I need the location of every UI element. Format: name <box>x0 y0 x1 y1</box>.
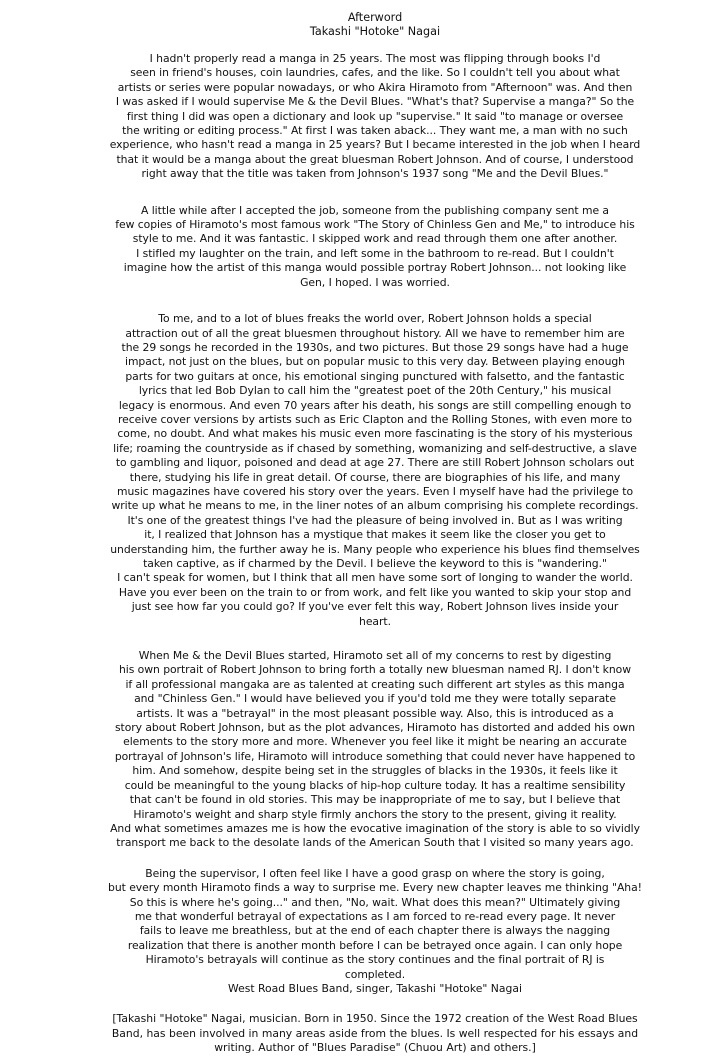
text-line: me that wonderful betrayal of expectations as I am forced to re-read every page. It never <box>134 909 616 923</box>
text-line: if all professional mangaka are as talented at creating such different art styles as this manga <box>125 677 625 691</box>
text-line: I was asked if I would supervise Me & the Devil Blues. "What's that? Supervise a manga?" So the <box>115 95 635 109</box>
text-line: When Me & the Devil Blues started, Hiramoto set all of my concerns to rest by digesting <box>138 649 612 663</box>
text-line: portrayal of Johnson's life, Hiramoto will introduce something that could never have happened to <box>114 749 636 763</box>
text-line: could be meaningful to the young blacks of hip-hop culture today. It has a realtime sensibility <box>124 778 626 792</box>
text-line: parts for two guitars at once, his emotional singing punctured with falsetto, and the fantastic <box>125 369 625 383</box>
text-line: few copies of Hiramoto's most famous work "The Story of Chinless Gen and Me," to introduce his <box>115 218 635 232</box>
text-line: impact, not just on the blues, but on popular music to this very day. Between playing enough <box>125 355 625 369</box>
paragraph-3 <box>86 312 664 629</box>
text-line: understanding him, the further away he is. Many people who experience his blues find themselves <box>110 542 640 556</box>
author-name: Takashi "Hotoke" Nagai <box>309 25 441 38</box>
text-line: artists. It was a "betrayal" in the most pleasant possible way. Also, this is introduced as a <box>136 706 614 720</box>
text-line: completed. <box>344 967 406 981</box>
text-line: come, no doubt. And what makes his music even more fascinating is the story of his mysterious <box>117 427 633 441</box>
text-line: story about Robert Johnson, but as the plot advances, Hiramoto has distorted and added his own <box>114 721 636 735</box>
text-line: Have you ever been on the train to or from work, and felt like you wanted to skip your stop and <box>118 585 632 599</box>
text-line: realization that there is another month before I can be betrayed once again. I can only hope <box>127 938 623 952</box>
text-line: style to me. And it was fantastic. I skipped work and read through them one after another. <box>132 232 618 246</box>
text-line: it, I realized that Johnson has a mystique that makes it seem like the closer you get to <box>144 528 606 542</box>
bio-line: Band, has been involved in many areas aside from the blues. Is well respected for his essays and <box>111 1026 639 1040</box>
text-line: first thing I did was open a dictionary and look up "supervise." It said "to manage or oversee <box>126 109 624 123</box>
text-line: to gambling and liquor, poisoned and dead at age 27. There are still Robert Johnson scholars out <box>115 456 635 470</box>
text-line: but every month Hiramoto finds a way to surprise me. Every new chapter leaves me thinking "Aha! <box>108 881 642 895</box>
text-line: life; roaming the countryside as if chased by something, womanizing and self-destructive, a slave <box>113 441 637 455</box>
page-title: Afterword <box>347 11 403 24</box>
text-line: attraction out of all the great bluesmen throughout history. All we have to remember him are <box>125 326 625 340</box>
text-line: seen in friend's houses, coin laundries, cafes, and the like. So I couldn't tell you about what <box>130 66 620 80</box>
author-bio <box>86 1012 664 1055</box>
text-line: that can't be found in old stories. This may be inappropriate of me to say, but I believe that <box>129 793 621 807</box>
bio-line: writing. Author of "Blues Paradise" (Chuou Art) and others.] <box>214 1041 536 1055</box>
text-line: just see how far you could go? If you've ever felt this way, Robert Johnson lives inside your <box>131 600 619 614</box>
paragraph-5 <box>86 867 664 982</box>
text-line: there, studying his life in great detail. Of course, there are biographies of his life, and many <box>129 470 621 484</box>
paragraph-1 <box>86 52 664 182</box>
text-line: the 29 songs he recorded in the 1930s, and two pictures. But those 29 songs have had a huge <box>121 340 629 354</box>
text-line: I stifled my laughter on the train, and left some in the bathroom to re-read. But I couldn't <box>136 246 614 260</box>
text-line: heart. <box>359 614 391 628</box>
text-line: him. And somehow, despite being set in the struggles of blacks in the 1930s, it feels like it <box>132 764 618 778</box>
text-line: receive cover versions by artists such as Eric Clapton and the Rolling Stones, with even more to <box>118 412 632 426</box>
text-line: Hiramoto's weight and sharp style firmly anchors the story to the present, giving it reality. <box>133 807 617 821</box>
text-line: artists or series were popular nowadays, or who Akira Hiramoto from "Afternoon" was. And then <box>117 80 633 94</box>
text-line: And what sometimes amazes me is how the evocative imagination of the story is able to so vividly <box>110 821 640 835</box>
text-line: fails to leave me breathless, but at the end of each chapter there is always the nagging <box>139 924 611 938</box>
text-line: taken captive, as if charmed by the Devil. I believe the keyword to this is "wandering." <box>143 557 607 570</box>
text-line: Gen, I hoped. I was worried. <box>300 275 450 289</box>
text-line: experience, who hasn't read a manga in 25 years? But I became interested in the job when I heard <box>109 138 641 152</box>
text-line: and "Chinless Gen." I would have believed you if you'd told me they were totally separate <box>134 692 616 706</box>
bio-line: [Takashi "Hotoke" Nagai, musician. Born in 1950. Since the 1972 creation of the West Road Blues <box>112 1012 638 1026</box>
text-line: So this is where he's going..." and then, "No, wait. What does this mean?" Ultimately giving <box>129 895 621 909</box>
text-line: I hadn't properly read a manga in 25 years. The most was flipping through books I'd <box>149 52 601 65</box>
paragraph-4 <box>86 649 664 851</box>
text-line: legacy is enormous. And even 70 years after his death, his songs are still compelling enough to <box>118 398 632 412</box>
text-line: Being the supervisor, I often feel like I have a good grasp on where the story is going, <box>145 866 605 880</box>
text-line: write up what he means to me, in the liner notes of an album comprising his complete recordings. <box>111 499 639 513</box>
text-line: transport me back to the desolate lands of the American South that I visited so many years ago. <box>116 836 634 850</box>
signature: West Road Blues Band, singer, Takashi "Hotoke" Nagai <box>228 981 522 995</box>
text-line: music magazines have covered his story over the years. Even I myself have had the privilege to <box>116 484 634 498</box>
text-line: right away that the title was taken from Johnson's 1937 song "Me and the Devil Blues." <box>141 167 609 181</box>
text-line: elements to the story more and more. Whenever you feel like it might be nearing an accurate <box>123 735 627 749</box>
text-line: lyrics that led Bob Dylan to call him the "greatest poet of the 20th Century," his musical <box>138 384 612 398</box>
header <box>86 11 664 39</box>
text-line: the writing or editing process." At first I was taken aback... They want me, a man with no such <box>122 124 628 138</box>
text-line: Hiramoto's betrayals will continue as the story continues and the final portrait of RJ is <box>145 953 605 967</box>
text-line: imagine how the artist of this manga would possible portray Robert Johnson... not looking like <box>123 261 627 275</box>
text-line: A little while after I accepted the job, someone from the publishing company sent me a <box>141 203 609 217</box>
paragraph-2 <box>86 204 664 290</box>
text-line: To me, and to a lot of blues freaks the world over, Robert Johnson holds a special <box>158 312 592 326</box>
text-line: his own portrait of Robert Johnson to bring forth a totally new bluesman named RJ. I don't know <box>118 663 632 677</box>
text-line: I can't speak for women, but I think that all men have some sort of longing to wander the world. <box>117 571 633 585</box>
text-line: It's one of the greatest things I've had the pleasure of being involved in. But as I was writing <box>127 513 623 527</box>
text-line: that it would be a manga about the great bluesman Robert Johnson. And of course, I understood <box>116 152 634 166</box>
